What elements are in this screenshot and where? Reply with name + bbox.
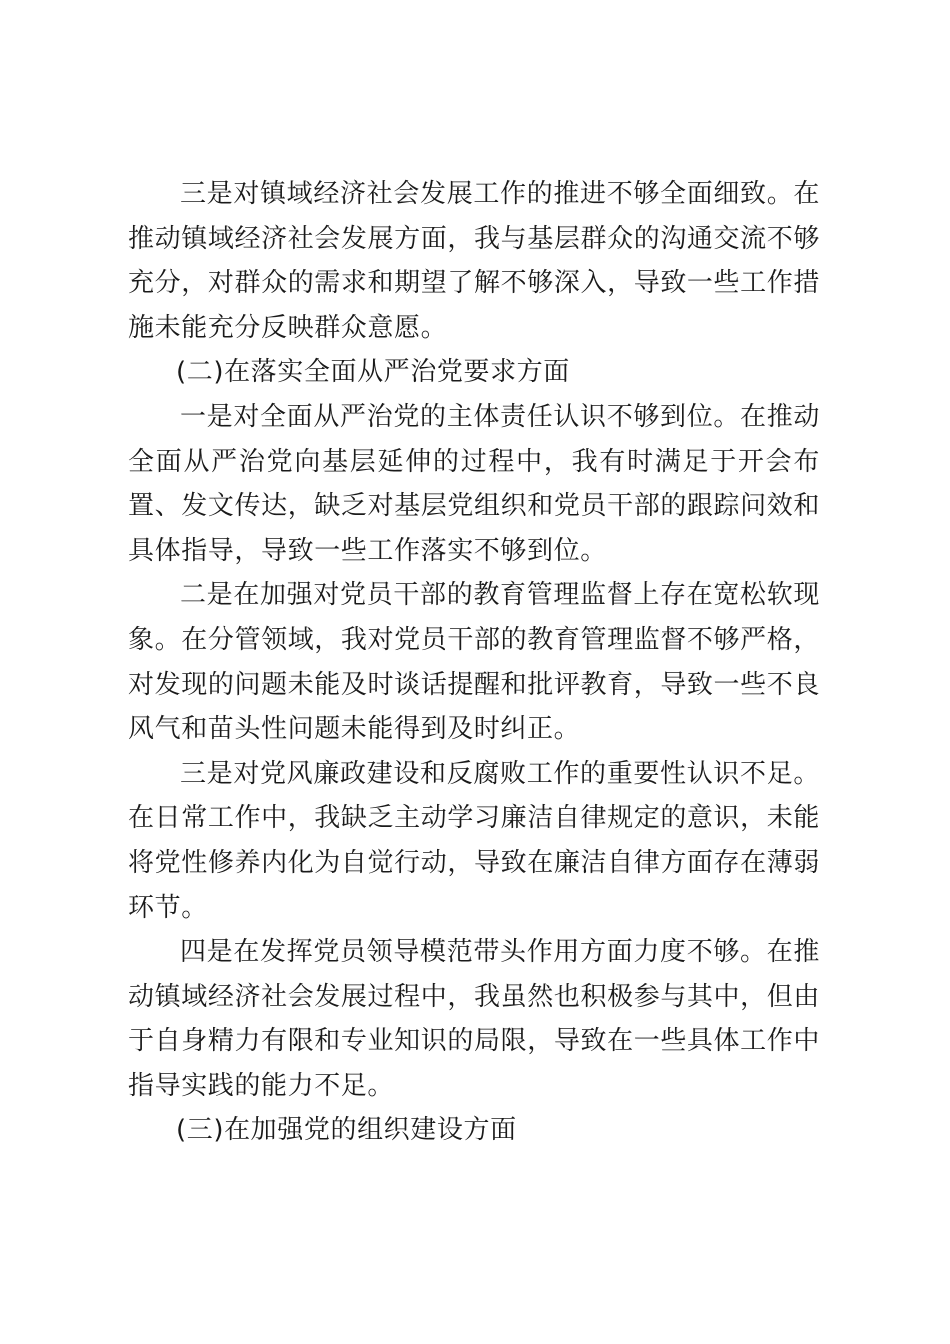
paragraph-leading-role: 四是在发挥党员领导模范带头作用方面力度不够。在推动镇域经济社会发展过程中，我虽然也积极参与其中，但由于自身精力有限和专业知识的局限，导致在一些具体工作中指导实践的能力不足。 xyxy=(128,937,820,1101)
document-body xyxy=(128,172,820,1153)
paragraph-main-responsibility: 一是对全面从严治党的主体责任认识不够到位。在推动全面从严治党向基层延伸的过程中，我有时满足于开会布置、发文传达，缺乏对基层党组织和党员干部的跟踪问效和具体指导，导致一些工作落实不够到位。 xyxy=(128,401,820,566)
section-heading-2: (二)在落实全面从严治党要求方面 xyxy=(176,357,570,388)
paragraph-township-economy: 三是对镇域经济社会发展工作的推进不够全面细致。在推动镇域经济社会发展方面，我与基层群众的沟通交流不够充分，对群众的需求和期望了解不够深入，导致一些工作措施未能充分反映群众意愿。 xyxy=(128,179,820,343)
paragraph-integrity: 三是对党风廉政建设和反腐败工作的重要性认识不足。在日常工作中，我缺乏主动学习廉洁自律规定的意识，未能将党性修养内化为自觉行动，导致在廉洁自律方面存在薄弱环节。 xyxy=(128,758,820,923)
section-heading-3: (三)在加强党的组织建设方面 xyxy=(176,1115,517,1146)
paragraph-education-supervision: 二是在加强对党员干部的教育管理监督上存在宽松软现象。在分管领域，我对党员干部的教育管理监督不够严格，对发现的问题未能及时谈话提醒和批评教育，导致一些不良风气和苗头性问题未能得到及时纠正。 xyxy=(128,580,820,745)
